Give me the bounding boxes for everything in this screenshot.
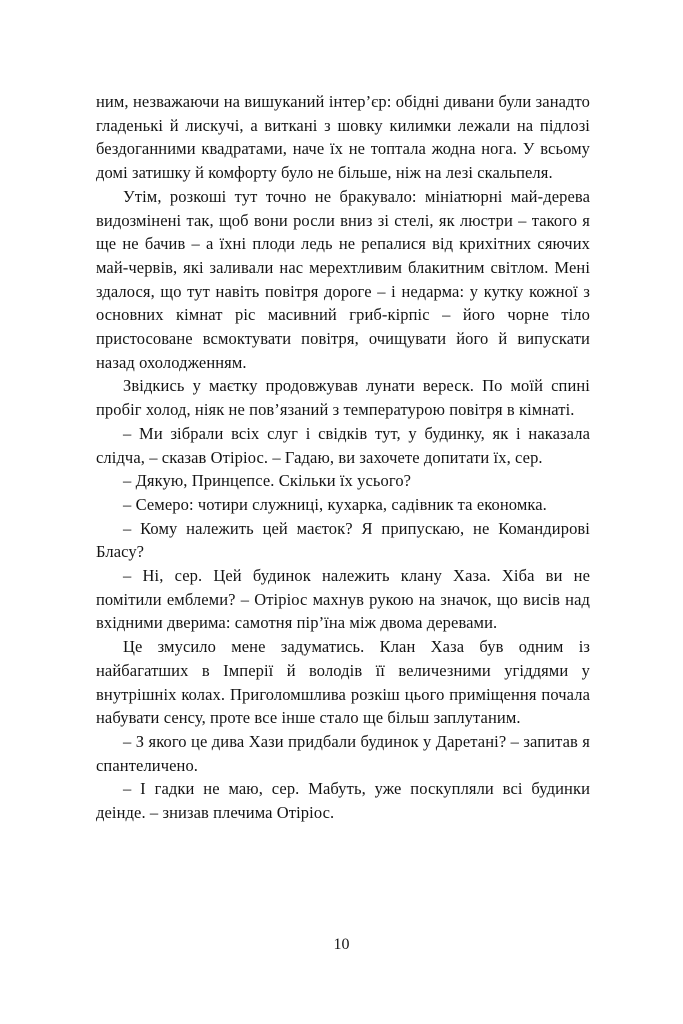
- paragraph: Звідкись у маєтку продовжував лунати вереск. По моїй спині пробіг холод, ніяк не пов’язаний з температурою повітря в кімнаті.: [96, 376, 590, 420]
- dialogue-paragraph: – Дякую, Принцепсе. Скільки їх усього?: [123, 471, 412, 491]
- dialogue-paragraph: – Кому належить цей маєток? Я припускаю, не Командирові Бласу?: [96, 518, 590, 562]
- dialogue-paragraph: – Ми зібрали всіх слуг і свідків тут, у будинку, як і наказала слідча, – сказав Отіріос. – Гадаю, ви захочете допитати їх, сер.: [96, 423, 590, 467]
- page-text: [96, 90, 590, 825]
- dialogue-paragraph: – І гадки не маю, сер. Мабуть, уже поскупляли всі будинки деінде. – знизав плечима Отіріос.: [96, 779, 590, 823]
- dialogue-paragraph: – Ні, сер. Цей будинок належить клану Хаза. Хіба ви не помітили емблеми? – Отіріос махнув рукою на значок, що висів над вхідними дверима: самотня пір’їна між двома деревами.: [96, 566, 590, 633]
- dialogue-paragraph: – Семеро: чотири служниці, кухарка, садівник та економка.: [123, 494, 547, 514]
- page-number: 10: [333, 936, 350, 953]
- paragraph: Це змусило мене задуматись. Клан Хаза був одним із найбагатших в Імперії й володів її величезними угіддями у внутрішніх колах. Приголомшлива розкіш цього приміщення почала набувати сенсу, проте все інше стало ще більш заплутаним.: [96, 637, 590, 728]
- paragraph: Утім, розкоші тут точно не бракувало: мініатюрні май-дерева видозмінені так, щоб вони росли вниз зі стелі, як люстри – такого я ще не бачив – а їхні плоди ледь не репалися від крихітних сяючих май-червів, які заливали нас мерехтливим блакитним світлом. Мені здалося, що тут навіть повітря дороге – і недарма: у кутку кожної з основних кімнат ріс масивний гриб-кірпіс – його чорне тіло пристосоване всмоктувати повітря, очищувати його й випускати назад охолодженням.: [96, 186, 590, 372]
- dialogue-paragraph: – З якого це дива Хази придбали будинок у Даретані? – запитав я спантеличено.: [96, 731, 590, 775]
- paragraph: ним, незважаючи на вишуканий інтер’єр: обідні дивани були занадто гладенькі й лискучі, а виткані з шовку килимки лежали на підлозі бездоганними квадратами, наче їх не топтала жодна нога. У всьому домі затишку й комфорту було не більше, ніж на лезі скальпеля.: [96, 92, 590, 183]
